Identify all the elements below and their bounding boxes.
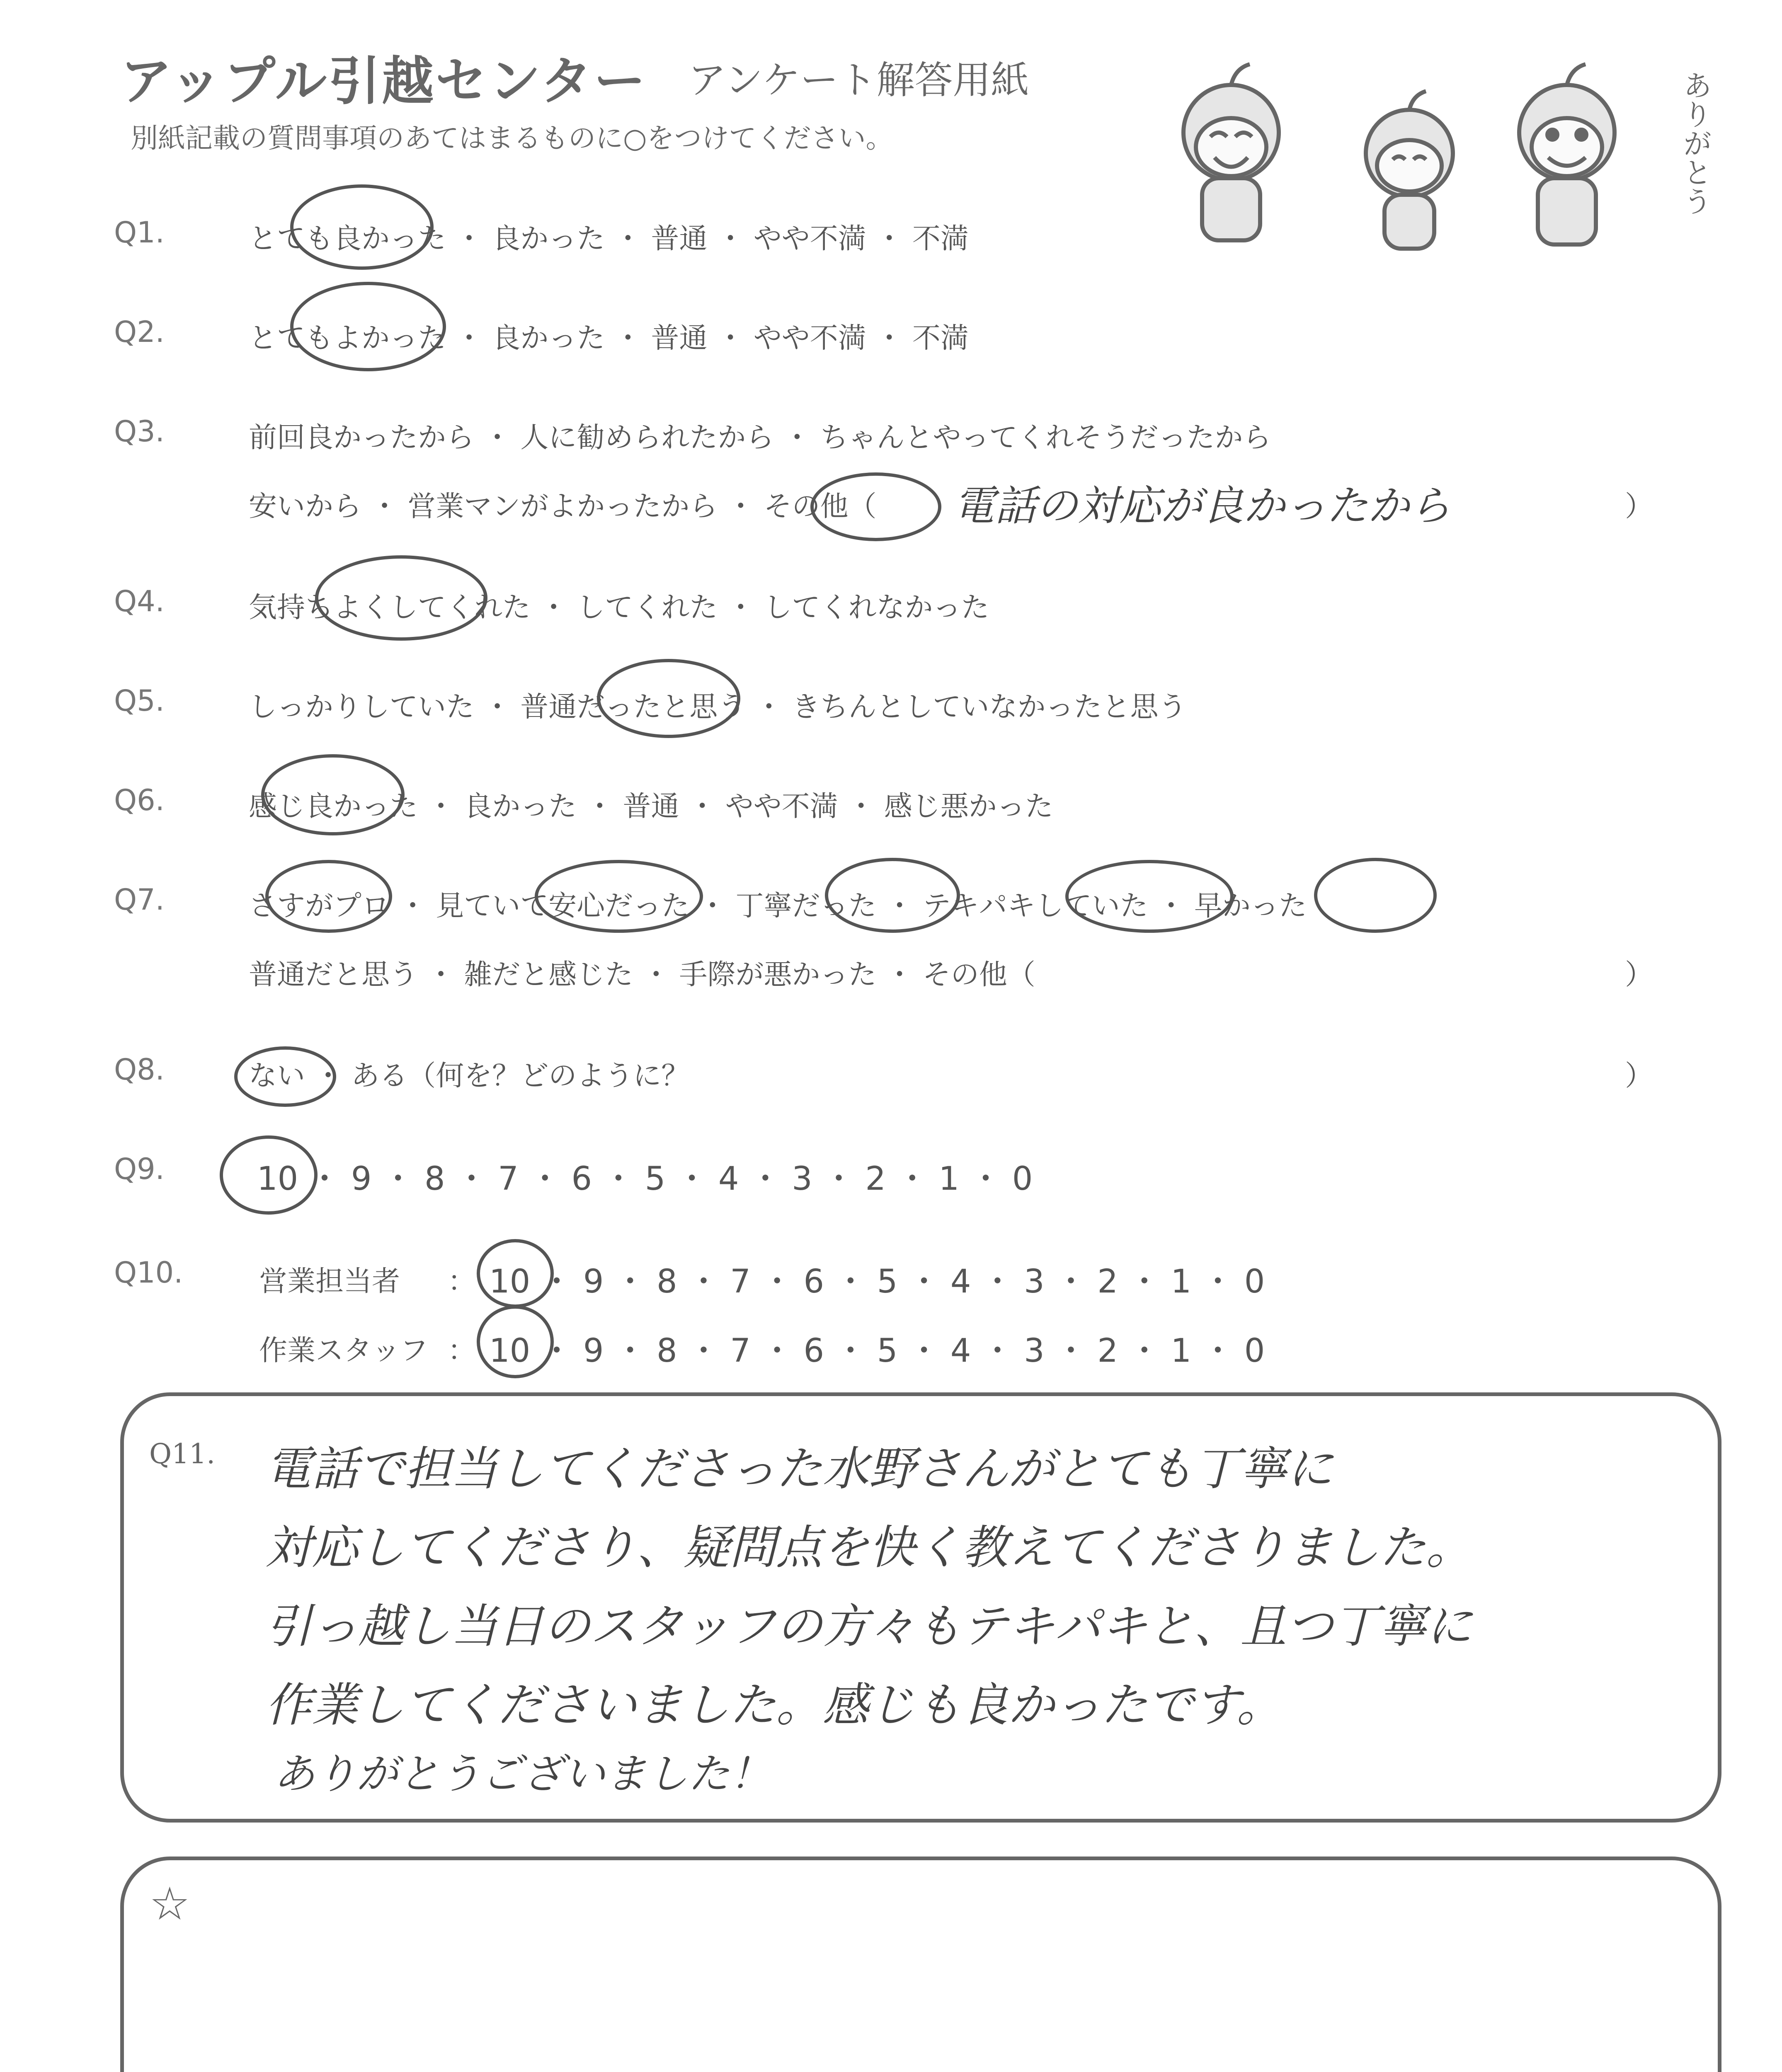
- q10-sales-answer-circle: [477, 1239, 554, 1308]
- q10-staff-colon: ：: [448, 1334, 476, 1367]
- q4-answer-circle: [315, 555, 487, 641]
- q8-options: ない ・ ある（何を？どのように？: [249, 1060, 690, 1092]
- q9-scale: 10 ・ 9 ・ 8 ・ 7 ・ 6 ・ 5 ・ 4 ・ 3 ・ 2 ・ 1 ・ 0: [257, 1160, 1033, 1198]
- q11-line-5: ありがとうございました！: [274, 1750, 771, 1798]
- q7-options-line2: 普通だと思う ・ 雑だと感じた ・ 手際が悪かった ・ その他（: [249, 959, 1035, 991]
- star-note-box: [120, 1857, 1721, 2072]
- mascot-illustration: [1152, 58, 1708, 265]
- q2-options: とてもよかった ・ 良かった ・ 普通 ・ やや不満 ・ 不満: [249, 322, 969, 355]
- q10-sales-colon: ：: [448, 1265, 476, 1298]
- q5-answer-circle: [597, 659, 740, 738]
- q1-label: Q1.: [114, 215, 165, 249]
- q11-line-3: 引っ越し当日のスタッフの方々もテキパキと、且つ丁寧に: [265, 1600, 1472, 1653]
- q4-options: 気持ちよくしてくれた ・ してくれた ・ してくれなかった: [249, 591, 989, 624]
- q7-circle-teinei: [825, 858, 960, 933]
- q3-answer-circle: [810, 472, 941, 541]
- star-icon: ☆: [149, 1877, 190, 1930]
- q5-options: しっかりしていた ・ 普通だったと思う ・ きちんとしていなかったと思う: [249, 691, 1187, 724]
- q10-label: Q10.: [114, 1256, 183, 1290]
- q7-label: Q7.: [114, 883, 165, 917]
- q11-label: Q11.: [149, 1438, 216, 1470]
- q5-label: Q5.: [114, 684, 165, 718]
- q2-answer-circle: [290, 282, 446, 371]
- q7-close-paren: ）: [1625, 959, 1654, 991]
- q10-staff-scale: 10 ・ 9 ・ 8 ・ 7 ・ 6 ・ 5 ・ 4 ・ 3 ・ 2 ・ 1 ・ 0: [489, 1332, 1265, 1370]
- q3-label: Q3.: [114, 414, 165, 448]
- q8-close-paren: ）: [1625, 1060, 1654, 1092]
- q1-answer-circle: [290, 184, 434, 270]
- q6-label: Q6.: [114, 783, 165, 817]
- q6-options: 感じ良かった ・ 良かった ・ 普通 ・ やや不満 ・ 感じ悪かった: [249, 790, 1053, 823]
- q10-sales-label: 営業担当者: [259, 1265, 400, 1298]
- q10-staff-answer-circle: [477, 1305, 554, 1378]
- q7-circle-hayakatta: [1314, 858, 1437, 933]
- q8-label: Q8.: [114, 1053, 165, 1087]
- mascot-text: ありがとう: [1678, 70, 1712, 215]
- q4-label: Q4.: [114, 584, 165, 618]
- q9-label: Q9.: [114, 1152, 165, 1186]
- q7-circle-anshin: [535, 860, 703, 933]
- form-subtitle: アンケート解答用紙: [688, 58, 1029, 102]
- q3-close-paren: ）: [1625, 490, 1654, 523]
- q3-options-line2: 安いから ・ 営業マンがよかったから ・ その他（: [249, 490, 877, 523]
- q3-handwritten-answer: 電話の対応が良かったから: [953, 482, 1451, 530]
- instruction-text: 別紙記載の質問事項のあてはまるものに○をつけてください。: [131, 122, 893, 154]
- q6-answer-circle: [261, 754, 405, 835]
- q2-label: Q2.: [114, 315, 165, 349]
- q7-options-line1: さすがプロ ・ 見ていて安心だった ・ 丁寧だった ・ テキパキしていた ・ 早かった: [249, 890, 1307, 922]
- form-title: アップル引越センター: [120, 51, 647, 111]
- q10-staff-label: 作業スタッフ: [259, 1334, 429, 1367]
- q8-answer-circle: [234, 1046, 336, 1107]
- q7-circle-sasuga-pro: [265, 860, 392, 933]
- q7-circle-tekipaki: [1065, 860, 1234, 933]
- q10-sales-scale: 10 ・ 9 ・ 8 ・ 7 ・ 6 ・ 5 ・ 4 ・ 3 ・ 2 ・ 1 ・ 0: [489, 1263, 1265, 1300]
- q3-options-line1: 前回良かったから ・ 人に勧められたから ・ ちゃんとやってくれそうだったから: [249, 421, 1271, 454]
- q11-line-1: 電話で担当してくださった水野さんがとても丁寧に: [265, 1442, 1333, 1496]
- q11-line-2: 対応してくださり、疑問点を快く教えてくださりました。: [265, 1521, 1472, 1575]
- q11-line-4: 作業してくださいました。感じも良かったです。: [265, 1678, 1283, 1732]
- q9-answer-circle: [220, 1135, 318, 1215]
- q1-options: とても良かった ・ 良かった ・ 普通 ・ やや不満 ・ 不満: [249, 223, 969, 255]
